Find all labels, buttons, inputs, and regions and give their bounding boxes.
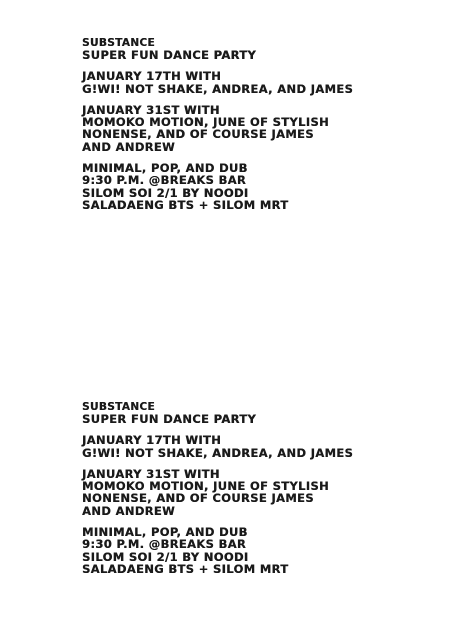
address: SILOM SOI 2/1 BY NOODI xyxy=(82,549,249,564)
event-lineup: G!WI! NOT SHAKE, ANDREA, AND JAMES xyxy=(82,445,354,460)
time-venue: 9:30 P.M. @BREAKS BAR xyxy=(82,537,247,552)
music-genres: MINIMAL, POP, AND DUB xyxy=(82,525,248,540)
transit-info: SALADAENG BTS + SILOM MRT xyxy=(82,197,289,212)
flyer-title: SUBSTANCE xyxy=(82,37,155,49)
event-jan-17-block xyxy=(82,434,452,459)
flyer-title-block xyxy=(82,38,452,61)
venue-details-block xyxy=(82,162,452,211)
time-venue: 9:30 P.M. @BREAKS BAR xyxy=(82,173,247,188)
event-lineup: NONENSE, AND OF COURSE JAMES xyxy=(82,127,314,142)
transit-info: SALADAENG BTS + SILOM MRT xyxy=(82,561,289,576)
flyer-bottom xyxy=(82,402,452,575)
event-jan-31-block xyxy=(82,468,452,517)
flyer-subtitle: SUPER FUN DANCE PARTY xyxy=(82,48,257,62)
flyer-subtitle: SUPER FUN DANCE PARTY xyxy=(82,412,257,426)
event-lineup: G!WI! NOT SHAKE, ANDREA, AND JAMES xyxy=(82,81,354,96)
event-date: JANUARY 31ST WITH xyxy=(82,466,220,481)
event-lineup: NONENSE, AND OF COURSE JAMES xyxy=(82,491,314,506)
address: SILOM SOI 2/1 BY NOODI xyxy=(82,185,249,200)
flyer-title: SUBSTANCE xyxy=(82,401,155,413)
event-lineup: AND ANDREW xyxy=(82,139,176,154)
event-date: JANUARY 17TH WITH xyxy=(82,433,222,448)
music-genres: MINIMAL, POP, AND DUB xyxy=(82,161,248,176)
event-date: JANUARY 31ST WITH xyxy=(82,102,220,117)
flyer-top xyxy=(82,38,452,211)
event-lineup: AND ANDREW xyxy=(82,503,176,518)
event-lineup: MOMOKO MOTION, JUNE OF STYLISH xyxy=(82,479,329,494)
flyer-title-block xyxy=(82,402,452,425)
event-lineup: MOMOKO MOTION, JUNE OF STYLISH xyxy=(82,115,329,130)
event-jan-31-block xyxy=(82,104,452,153)
event-jan-17-block xyxy=(82,70,452,95)
venue-details-block xyxy=(82,526,452,575)
event-date: JANUARY 17TH WITH xyxy=(82,69,222,84)
